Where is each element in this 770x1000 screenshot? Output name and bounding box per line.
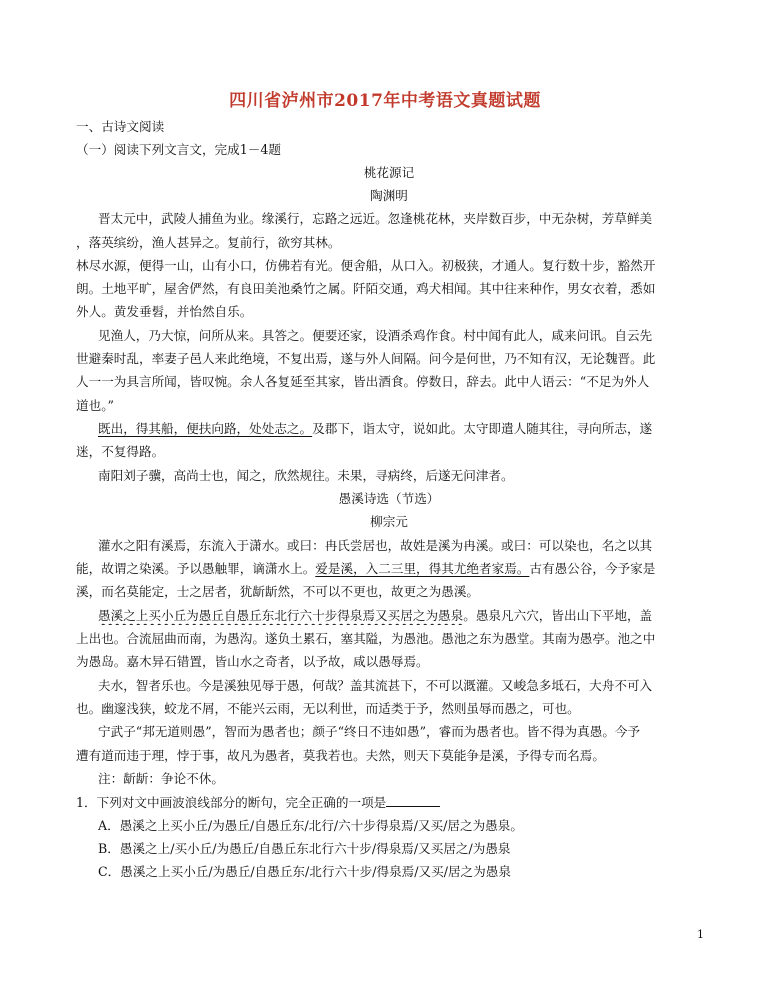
question-option-b: B．愚溪之上/买小丘/为愚丘/自愚丘东北行六十步/得泉焉/又买居之/为愚泉 — [98, 841, 511, 856]
question-stem — [76, 793, 702, 812]
text2-line: 上出也。合流屈曲而南，为愚沟。遂负土累石，塞其隘，为愚池。愚池之东为愚堂。其南为愚亭。池之中 — [76, 631, 656, 646]
text1-line: 见渔人，乃大惊，问所从来。具答之。便要还家，设酒杀鸡作食。村中闻有此人，咸来问讯。自云先 — [98, 328, 653, 343]
text1-author: 陶渊明 — [370, 188, 408, 203]
text1-line: 道也。” — [76, 398, 114, 413]
text2-title: 愚溪诗选（节选） — [338, 491, 440, 506]
text2-line-rest: 。愚泉凡六穴，皆出山下平地，盖 — [463, 608, 653, 623]
text2-author: 柳宗元 — [370, 514, 408, 529]
text1-line: 外人。黄发垂髫，并怡然自乐。 — [76, 304, 253, 319]
section-heading: 一、古诗文阅读 — [76, 119, 165, 134]
page-title: 四川省泸州市2017年中考语文真题试题 — [229, 91, 541, 111]
text1-line-rest: 及郡下，诣太守，说如此。太守即遣人随其往，寻向所志，遂 — [312, 421, 653, 436]
text1-line: 人一一为具言所闻，皆叹惋。余人各复延至其家，皆出酒食。停数日，辞去。此中人语云：“不足为外人 — [76, 374, 650, 389]
question-stem-text: 1．下列对文中画波浪线部分的断句，完全正确的一项是 — [76, 795, 387, 810]
text1-title: 桃花源记 — [363, 165, 415, 180]
text1-line: 南阳刘子骥，高尚士也，闻之，欣然规往。未果，寻病终，后遂无问津者。 — [98, 468, 514, 483]
underlined-sentence: 既出，得其船，便扶向路，处处志之。 — [98, 421, 313, 436]
text1-line: 林尽水源，便得一山，山有小口，仿佛若有光。便舍船，从口入。初极狭，才通人。复行数十步，豁然开 — [76, 258, 656, 273]
text2-line: 宁武子“邦无道则愚”，智而为愚者也；颜子“终日不违如愚”，睿而为愚者也。皆不得为真愚。今予 — [98, 724, 641, 739]
text2-line: 也。幽邃浅狭，蛟龙不屑，不能兴云雨，无以利世，而适类于予，然则虽辱而愚之，可也。 — [76, 701, 580, 716]
question-option-c: C．愚溪之上买小丘/为愚丘/自愚丘东/北行六十步/得泉焉/又买/居之为愚泉 — [98, 864, 511, 879]
question-option-a: A．愚溪之上买小丘/为愚丘/自愚丘东/北行/六十步得泉焉/又买/居之为愚泉。 — [98, 818, 523, 833]
text1-paragraph-underlined — [98, 420, 702, 438]
wavy-underlined-sentence: 愚溪之上买小丘为愚丘自愚丘东北行六十步得泉焉又买居之为愚泉 — [98, 608, 464, 623]
section-subheading: （一）阅读下列文言文，完成1－4题 — [76, 142, 281, 157]
text1-line: 朗。土地平旷，屋舍俨然，有良田美池桑竹之属。阡陌交通，鸡犬相闻。其中往来种作，男女衣着，悉如 — [76, 281, 656, 296]
text2-line — [76, 560, 702, 578]
text1-line: ，落英缤纷，渔人甚异之。复前行，欲穷其林。 — [76, 235, 341, 250]
text1-line: 迷，不复得路。 — [76, 444, 165, 459]
text1-line: 世避秦时乱，率妻子邑人来此绝境，不复出焉，遂与外人间隔。问今是何世，乃不知有汉，无论魏晋。此 — [76, 351, 656, 366]
text2-line: 遭有道而违于理，悖于事，故凡为愚者，莫我若也。夫然，则天下莫能争是溪，予得专而名焉。 — [76, 748, 605, 763]
text2-line: 溪，而名莫能定，士之居者，犹龂龂然，不可以不更也，故更之为愚溪。 — [76, 584, 479, 599]
text2-line: 为愚岛。嘉木异石错置，皆山水之奇者，以予故，咸以愚辱焉。 — [76, 654, 429, 669]
page-number: 1 — [697, 928, 704, 941]
answer-blank — [386, 793, 440, 807]
text2-line: 夫水，智者乐也。今是溪独见辱于愚，何哉？盖其流甚下，不可以溉灌。又峻急多坻石，大舟不可入 — [98, 678, 653, 693]
text2-note: 注：龂龂：争论不休。 — [98, 771, 224, 786]
text1-line: 晋太元中，武陵人捕鱼为业。缘溪行，忘路之远近。忽逢桃花林，夹岸数百步，中无杂树，芳草鲜美 — [98, 211, 653, 226]
text2-line: 灌水之阳有溪焉，东流入于潇水。或曰：冉氏尝居也，故姓是溪为冉溪。或曰：可以染也，名之以其 — [98, 538, 653, 553]
text2-line-part: 能，故谓之染溪。予以愚触罪，谪潇水上。 — [76, 561, 316, 576]
text2-line-part: 古有愚公谷，今予家是 — [529, 561, 656, 576]
underlined-sentence: 爱是溪，入二三里，得其尤绝者家焉。 — [315, 561, 530, 576]
text2-paragraph-wavy — [98, 607, 702, 625]
